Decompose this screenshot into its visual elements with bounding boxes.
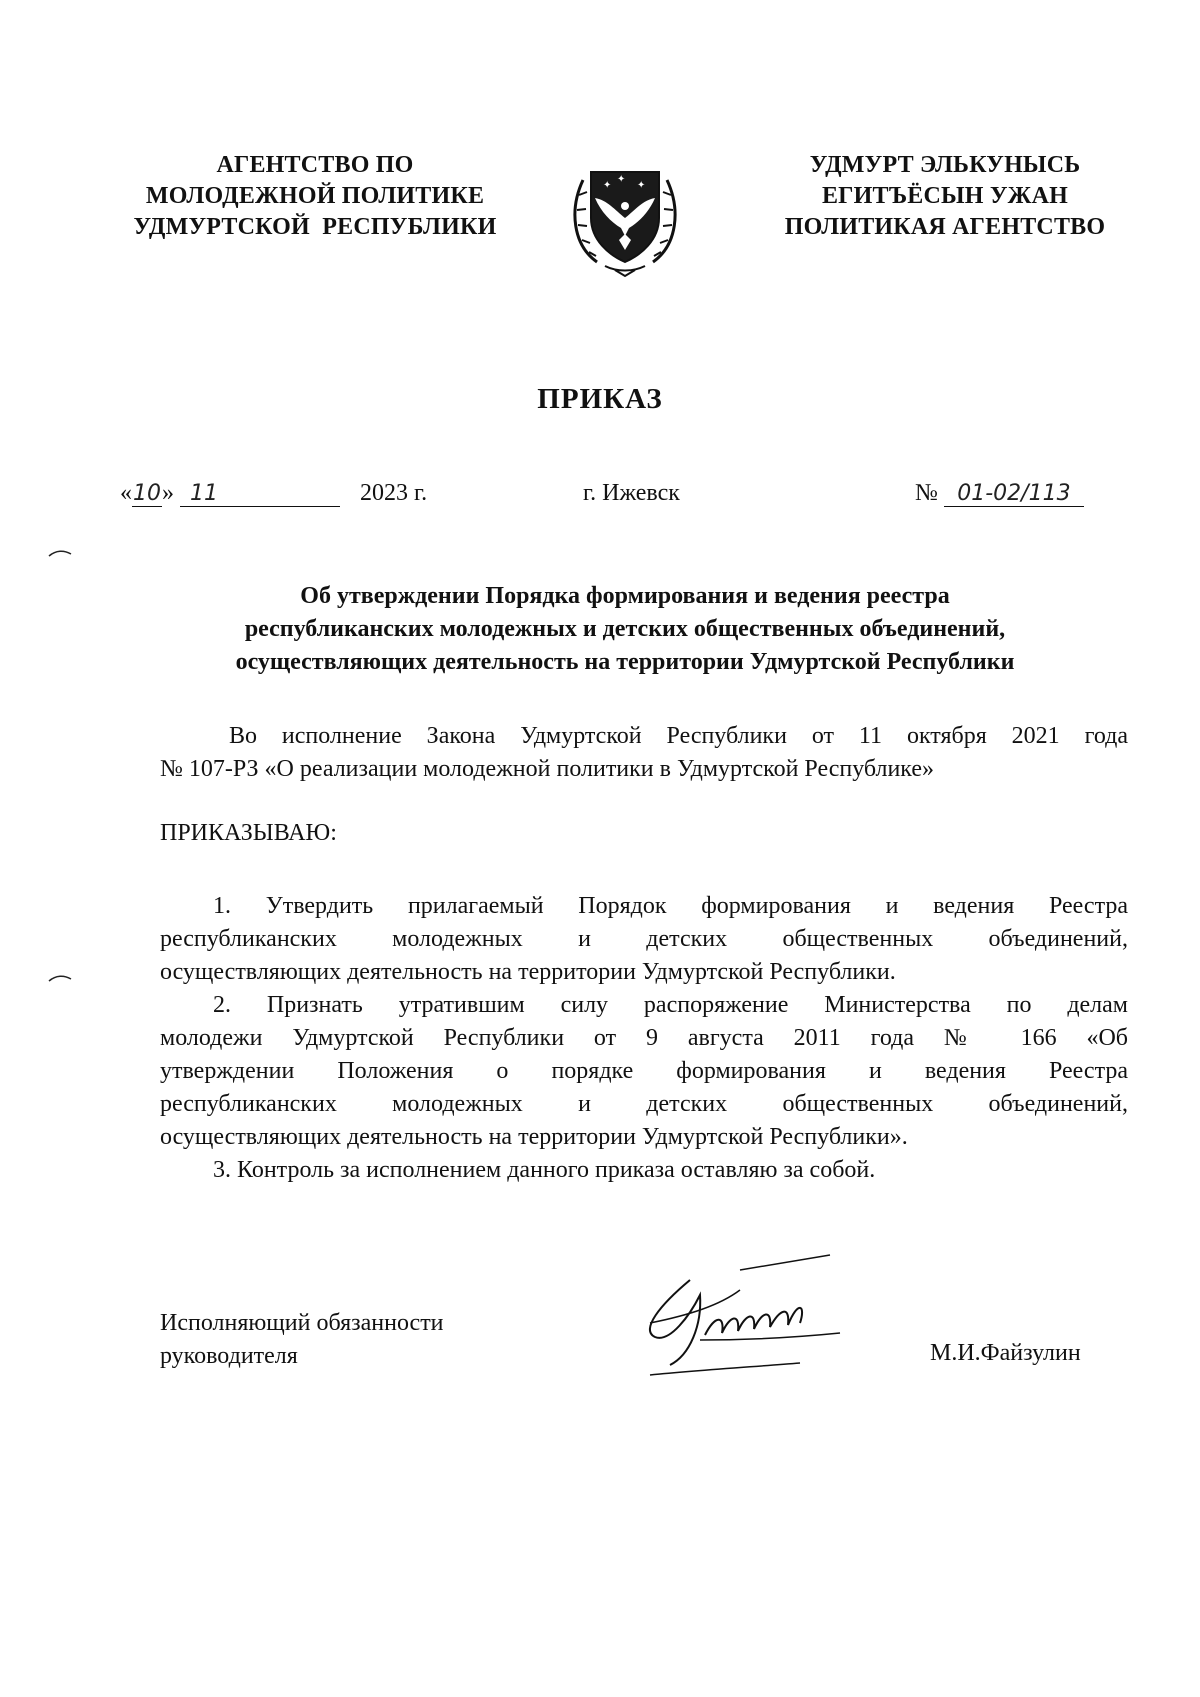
org-ru-line: МОЛОДЕЖНОЙ ПОЛИТИКЕ [145,183,485,209]
org-ru-line: УДМУРТСКОЙ РЕСПУБЛИКИ [133,214,497,240]
svg-text:✦: ✦ [637,180,646,191]
subject-line: Об утверждении Порядка формирования и ведения реестра [300,583,950,609]
date-close-quote: » [162,480,174,506]
order-word: ПРИКАЗЫВАЮ: [160,820,337,846]
subject-line: республиканских молодежных и детских общественных объединений, [244,616,1006,642]
scan-mark [48,545,72,563]
signer-position-line: Исполняющий обязанности [160,1310,444,1336]
date-open-quote: « [120,480,132,506]
org-udm-line: ЕГИТЪЁСЫН УЖАН [821,183,1069,209]
item-line: осуществляющих деятельность на территории Удмуртской Республики. [160,959,896,985]
handwritten-signature [630,1245,920,1385]
number-label: № [915,480,938,506]
order-item-3 [160,1154,1128,1187]
intro-line: № 107-РЗ «О реализации молодежной политики в Удмуртской Республике» [160,756,935,782]
document-subject [130,580,1120,679]
item-line: осуществляющих деятельность на территории Удмуртской Республики». [160,1124,908,1150]
svg-text:✦: ✦ [603,180,612,191]
organization-name-russian [115,150,515,243]
order-item-2 [160,989,1128,1154]
document-date [120,480,427,507]
item-line: республиканских молодежных и детских общественных объединений, [160,926,1128,952]
signer-name: М.И.Файзулин [930,1340,1081,1366]
organization-name-udmurt [750,150,1140,243]
date-day: 10 [133,481,161,506]
item-line: 1. Утвердить прилагаемый Порядок формирования и ведения Реестра [213,893,1128,919]
org-ru-line: АГЕНТСТВО ПО [216,152,414,178]
item-line: 3. Контроль за исполнением данного приказа оставляю за собой. [213,1157,876,1183]
date-month: 11 [180,482,340,507]
intro-paragraph [160,720,1128,786]
item-line: 2. Признать утратившим силу распоряжение Министерства по делам [213,992,1128,1018]
item-line: утверждении Положения о порядке формирования и ведения Реестра [160,1058,1128,1084]
order-item-1 [160,890,1128,989]
org-udm-line: УДМУРТ ЭЛЬКУНЫСЬ [809,152,1081,178]
order-items [160,890,1128,1187]
scan-mark [48,970,72,988]
subject-line: осуществляющих деятельность на территории Удмуртской Республики [235,649,1015,675]
coat-of-arms-icon [565,140,685,280]
document-number [915,480,1084,507]
document-place: г. Ижевск [583,480,680,506]
signer-position [160,1307,444,1373]
org-udm-line: ПОЛИТИКАЯ АГЕНТСТВО [784,214,1106,240]
signer-position-line: руководителя [160,1343,298,1369]
document-title: ПРИКАЗ [537,383,663,415]
svg-text:✦: ✦ [617,174,626,185]
item-line: молодежи Удмуртской Республики от 9 августа 2011 года № 166 «Об [160,1025,1128,1051]
date-year: 2023 г. [360,480,428,506]
number-value: 01-02/113 [944,482,1084,507]
item-line: республиканских молодежных и детских общественных объединений, [160,1091,1128,1117]
intro-line: Во исполнение Закона Удмуртской Республики от 11 октября 2021 года [229,723,1128,749]
